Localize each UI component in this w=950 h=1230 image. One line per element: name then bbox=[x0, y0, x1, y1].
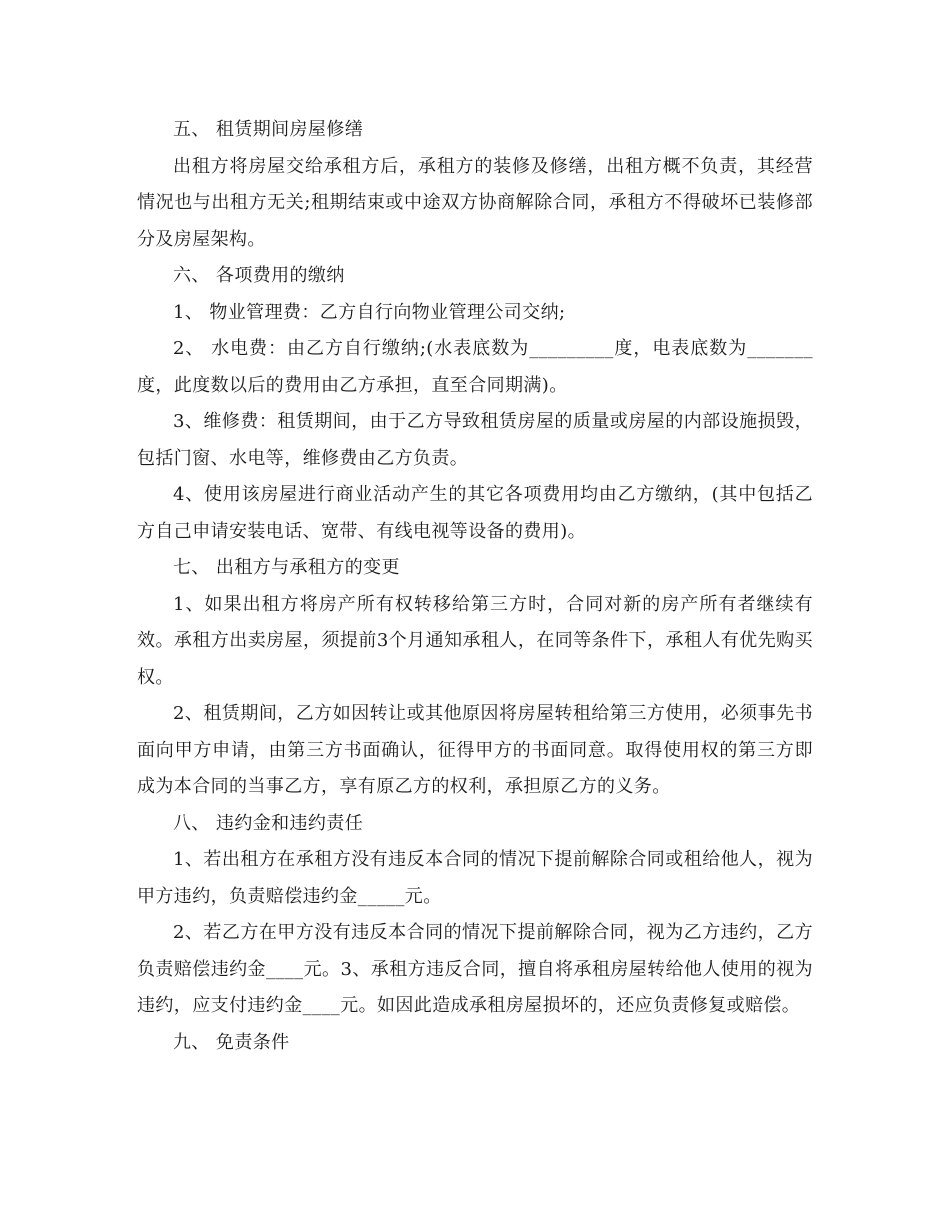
section-heading-9: 九、 免责条件 bbox=[173, 1031, 290, 1053]
section-heading-7: 七、 出租方与承租方的变更 bbox=[173, 557, 400, 578]
paragraph: 2、 水电费：由乙方自行缴纳;(水表底数为_________度，电表底数为_______度，此度数以后的费用由乙方承担，直至合同期满)。 bbox=[137, 338, 813, 396]
paragraph: 4、使用该房屋进行商业活动产生的其它各项费用均由乙方缴纳，(其中包括乙方自己申请安装电话、宽带、有线电视等设备的费用)。 bbox=[137, 484, 813, 542]
paragraph: 2、若乙方在甲方没有违反本合同的情况下提前解除合同，视为乙方违约，乙方负责赔偿违约金____元。3、承租方违反合同，擅自将承租房屋转给他人使用的视为违约，应支付违约金____元。如因此造成承租房屋损坏的，还应负责修复或赔偿。 bbox=[137, 922, 813, 1016]
section-heading-6: 六、 各项费用的缴纳 bbox=[173, 265, 345, 286]
paragraph: 1、若出租方在承租方没有违反本合同的情况下提前解除合同或租给他人，视为甲方违约，负责赔偿违约金_____元。 bbox=[137, 849, 813, 907]
document-body bbox=[137, 112, 813, 1061]
section-heading-5: 五、 租赁期间房屋修缮 bbox=[173, 119, 364, 140]
section-heading-8: 八、 违约金和违约责任 bbox=[173, 812, 364, 834]
paragraph: 出租方将房屋交给承租方后，承租方的装修及修缮，出租方概不负责，其经营情况也与出租方无关;租期结束或中途双方协商解除合同，承租方不得破坏已装修部分及房屋架构。 bbox=[137, 155, 813, 250]
paragraph: 1、如果出租方将房产所有权转移给第三方时，合同对新的房产所有者继续有效。承租方出卖房屋，须提前3个月通知承租人，在同等条件下，承租人有优先购买权。 bbox=[137, 593, 813, 688]
paragraph: 3、维修费：租赁期间，由于乙方导致租赁房屋的质量或房屋的内部设施损毁，包括门窗、水电等，维修费由乙方负责。 bbox=[137, 411, 813, 469]
paragraph: 2、租赁期间，乙方如因转让或其他原因将房屋转租给第三方使用，必须事先书面向甲方申请，由第三方书面确认，征得甲方的书面同意。取得使用权的第三方即成为本合同的当事乙方，享有原乙方的权利，承担原乙方的义务。 bbox=[137, 703, 813, 797]
paragraph: 1、 物业管理费：乙方自行向物业管理公司交纳; bbox=[173, 301, 566, 323]
